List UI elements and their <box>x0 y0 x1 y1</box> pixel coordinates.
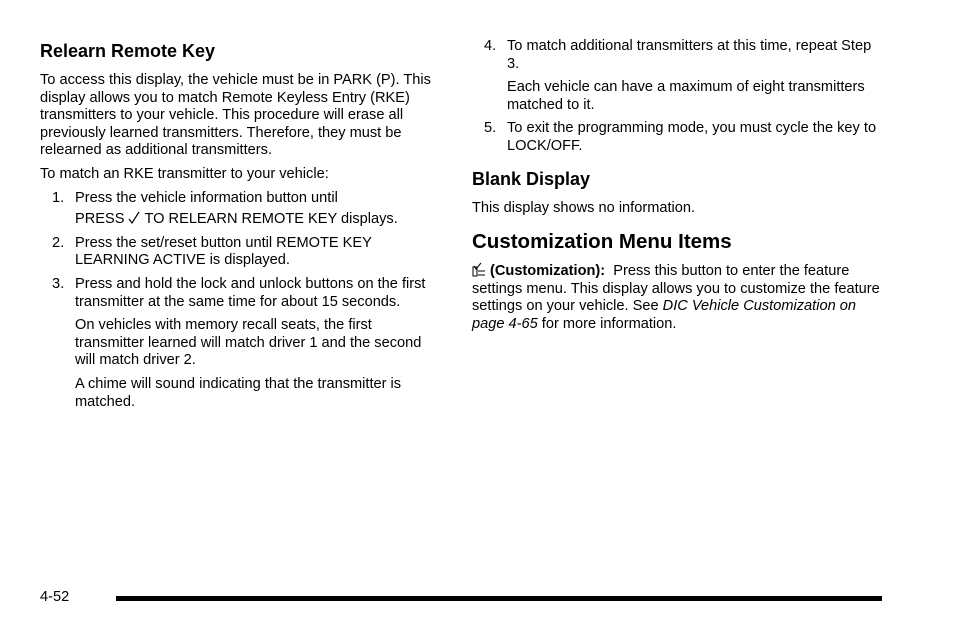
step-4-note: Each vehicle can have a maximum of eight transmitters matched to it. <box>507 79 865 113</box>
checkmark-icon <box>127 211 141 225</box>
step-3-note-chime: A chime will sound indicating that the transmitter is matched. <box>75 375 402 410</box>
customization-heading: Customization Menu Items <box>472 230 732 254</box>
blank-display-heading: Blank Display <box>472 168 591 189</box>
blank-display-section <box>472 166 882 218</box>
relearn-steps-cont <box>472 38 882 73</box>
footer-rule <box>116 596 882 601</box>
step-3-note-memory: On vehicles with memory recall seats, the first transmitter learned will match driver 1 and the second will match driver 2. <box>75 317 422 369</box>
relearn-heading: Relearn Remote Key <box>40 41 216 61</box>
customization-reference[interactable]: DIC Vehicle Customization on page 4-65 <box>472 298 856 332</box>
step-4: 4. To match additional transmitters at this time, repeat Step 3. <box>484 38 872 72</box>
blank-display-text: This display shows no information. <box>472 199 696 216</box>
right-column <box>472 38 882 340</box>
relearn-steps <box>40 190 440 312</box>
relearn-lead: To match an RKE transmitter to your vehicle: <box>40 165 329 182</box>
step-2: 2. Press the set/reset button until REMOTE KEY LEARNING ACTIVE is displayed. <box>52 234 372 269</box>
page-number: 4-52 <box>40 589 70 605</box>
left-column <box>40 38 440 417</box>
step-5: 5. To exit the programming mode, you must cycle the key to LOCK/OFF. <box>484 120 877 154</box>
step-1: 1. Press the vehicle information button until PRESS TO RELEARN REMOTE KEY displays. <box>52 189 398 228</box>
step-3: 3. Press and hold the lock and unlock buttons on the first transmitter at the same time for about 15 seconds. <box>52 275 426 310</box>
customization-label: (Customization): <box>490 263 606 280</box>
customization-icon <box>472 262 486 277</box>
relearn-intro: To access this display, the vehicle must be in PARK (P). This display allows you to match Remote Keyless Entry (RKE) transmitters to your vehicle. This procedure will erase all previously learned transmitters. Therefore, they must be relearned as additional transmitters. <box>40 72 431 159</box>
customization-paragraph: (Customization): Press this button to enter the feature settings menu. This display allows you to customize the feature settings on your vehicle. See DIC Vehicle Customization on page 4-65 for more information. <box>472 263 880 332</box>
